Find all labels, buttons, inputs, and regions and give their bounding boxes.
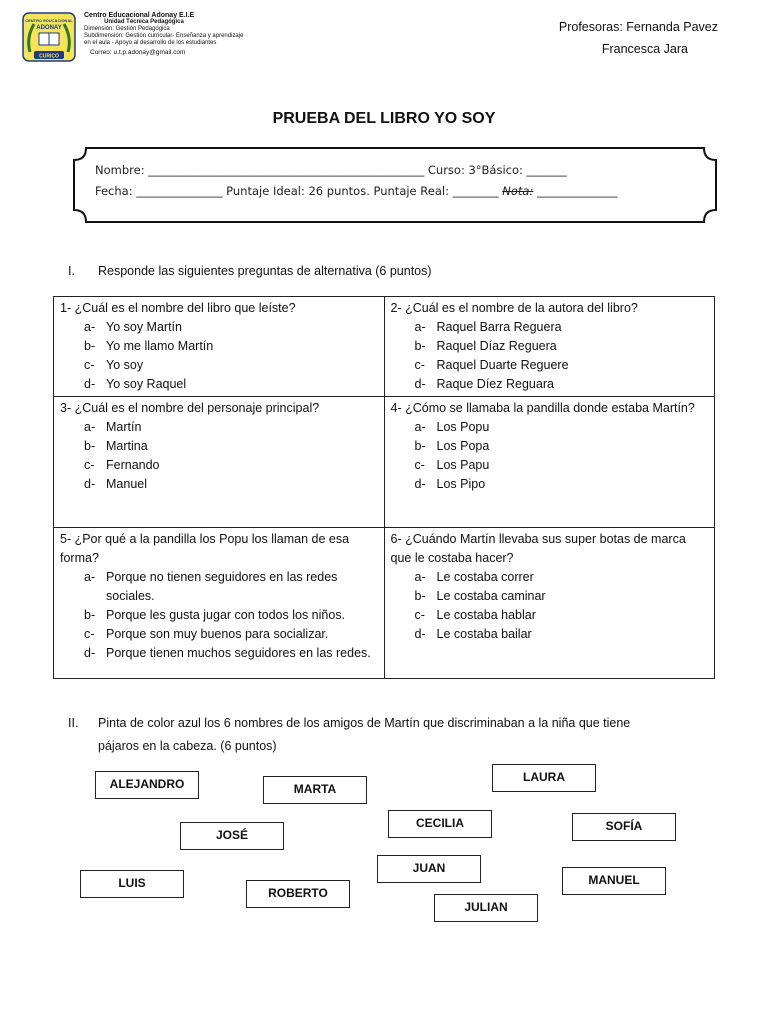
question-6-option-c[interactable] — [391, 606, 709, 625]
grade-blank[interactable]: ______________ — [533, 184, 618, 198]
question-6-text: 6- ¿Cuándo Martín llevaba sus super botas de marca que le costaba hacer? — [390, 532, 686, 565]
option-letter: a- — [84, 420, 96, 434]
grade-label: Nota: — [502, 184, 534, 198]
school-info — [84, 12, 244, 56]
question-6-option-a[interactable] — [391, 568, 709, 587]
question-3-option-c[interactable] — [60, 456, 378, 475]
question-2-option-d[interactable] — [391, 375, 709, 394]
name-box-laura[interactable]: LAURA — [492, 764, 596, 792]
question-2-text: 2- ¿Cuál es el nombre de la autora del libro? — [390, 301, 638, 315]
question-4-option-c[interactable] — [391, 456, 709, 475]
option-letter: d- — [84, 477, 96, 491]
name-box-sofia[interactable]: SOFÍA — [572, 813, 676, 841]
section-2-text-line-1: Pinta de color azul los 6 nombres de los amigos de Martín que discriminaban a la niña que tiene — [98, 716, 631, 730]
option-letter: b- — [414, 589, 426, 603]
option-text: Porque les gusta jugar con todos los niños. — [106, 608, 346, 622]
option-letter: a- — [414, 420, 426, 434]
school-subdimension: Subdimensión: Gestión curricular- Enseñanza y aprendizaje en el aula - Apoyo al desarrollo de los estudiantes — [84, 33, 244, 46]
option-letter: d- — [84, 377, 96, 391]
question-3-option-d[interactable] — [60, 475, 378, 494]
section-1-number: I. — [68, 264, 75, 278]
name-box-julian[interactable]: JULIAN — [434, 894, 538, 922]
question-6 — [384, 528, 715, 679]
teachers-line-1: Profesoras: Fernanda Pavez — [558, 20, 718, 34]
option-text: Yo soy Raquel — [106, 377, 187, 391]
option-text: Manuel — [106, 477, 147, 491]
question-4-option-d[interactable] — [391, 475, 709, 494]
question-3 — [54, 397, 385, 528]
logo-name-text: ADONAY — [36, 25, 62, 31]
school-logo — [22, 12, 76, 62]
question-1-option-b[interactable] — [60, 337, 378, 356]
option-text: Los Popa — [436, 439, 490, 453]
question-5-option-a[interactable] — [60, 568, 378, 606]
option-text: Le costaba bailar — [436, 627, 532, 641]
date-score-line[interactable] — [95, 184, 618, 198]
question-5-option-b[interactable] — [60, 606, 378, 625]
option-letter: c- — [84, 358, 95, 372]
option-text: Porque no tienen seguidores en las redes sociales. — [106, 570, 338, 603]
option-text: Martín — [106, 420, 142, 434]
option-letter: d- — [414, 377, 426, 391]
option-text: Yo soy Martín — [106, 320, 182, 334]
question-5-text: 5- ¿Por qué a la pandilla los Popu los llaman de esa forma? — [60, 532, 350, 565]
option-text: Le costaba hablar — [436, 608, 536, 622]
option-letter: b- — [84, 339, 96, 353]
option-text: Los Papu — [436, 458, 490, 472]
logo-city-text: CURICO — [39, 53, 59, 60]
option-text: Le costaba caminar — [436, 589, 546, 603]
section-2-text-line-2: pájaros en la cabeza. (6 puntos) — [98, 739, 277, 753]
option-letter: d- — [84, 646, 96, 660]
option-letter: a- — [84, 570, 96, 584]
option-letter: b- — [414, 339, 426, 353]
option-text: Porque son muy buenos para socializar. — [106, 627, 329, 641]
page-title: PRUEBA DEL LIBRO YO SOY — [272, 110, 496, 127]
question-1-text: 1- ¿Cuál es el nombre del libro que leíste? — [60, 301, 296, 315]
option-text: Raque Díez Reguara — [436, 377, 554, 391]
option-text: Le costaba correr — [436, 570, 534, 584]
question-3-text: 3- ¿Cuál es el nombre del personaje principal? — [60, 401, 320, 415]
logo-top-text: CENTRO EDUCACIONAL — [25, 18, 73, 23]
question-1 — [54, 297, 385, 397]
question-5-option-d[interactable] — [60, 644, 378, 663]
option-letter: d- — [414, 627, 426, 641]
question-4-option-a[interactable] — [391, 418, 709, 437]
question-2-option-b[interactable] — [391, 337, 709, 356]
option-text: Martina — [106, 439, 148, 453]
section-1-heading — [68, 264, 432, 278]
question-4 — [384, 397, 715, 528]
option-text: Yo me llamo Martín — [106, 339, 214, 353]
name-box-luis[interactable]: LUIS — [80, 870, 184, 898]
date-score-text: Fecha: _______________ Puntaje Ideal: 26 puntos. Puntaje Real: ________ — [95, 184, 503, 198]
section-2-heading — [68, 712, 630, 758]
question-5-option-c[interactable] — [60, 625, 378, 644]
option-letter: c- — [414, 458, 425, 472]
question-1-option-a[interactable] — [60, 318, 378, 337]
student-name-course-line[interactable]: Nombre: ________________________________________________ Curso: 3°Básico: _______ — [95, 163, 567, 177]
question-6-option-b[interactable] — [391, 587, 709, 606]
name-box-alejandro[interactable]: ALEJANDRO — [95, 771, 199, 799]
option-letter: b- — [414, 439, 426, 453]
questions-table — [53, 296, 715, 679]
option-letter: b- — [84, 608, 96, 622]
option-letter: b- — [84, 439, 96, 453]
option-text: Raquel Díaz Reguera — [436, 339, 557, 353]
teachers — [559, 16, 718, 60]
section-1-text: Responde las siguientes preguntas de alternativa (6 puntos) — [98, 264, 432, 278]
option-letter: c- — [414, 358, 425, 372]
name-box-juan[interactable]: JUAN — [377, 855, 481, 883]
school-name: Centro Educacional Adonay E.I.E — [84, 12, 195, 19]
question-2-option-c[interactable] — [391, 356, 709, 375]
question-1-option-d[interactable] — [60, 375, 378, 394]
option-text: Yo soy — [106, 358, 144, 372]
option-text: Raquel Duarte Reguere — [436, 358, 569, 372]
name-box-manuel[interactable]: MANUEL — [562, 867, 666, 895]
option-text: Los Popu — [436, 420, 490, 434]
school-dimension: Dimensión: Gestión Pedagógica — [84, 26, 170, 32]
question-3-option-b[interactable] — [60, 437, 378, 456]
question-2-option-a[interactable] — [391, 318, 709, 337]
school-unit: Unidad Técnica Pedagógica — [104, 19, 184, 25]
question-4-option-b[interactable] — [391, 437, 709, 456]
option-letter: a- — [414, 320, 426, 334]
option-text: Los Pipo — [436, 477, 486, 491]
question-3-option-a[interactable] — [60, 418, 378, 437]
option-text: Raquel Barra Reguera — [436, 320, 562, 334]
name-box-roberto[interactable]: ROBERTO — [246, 880, 350, 908]
teachers-line-2: Francesca Jara — [601, 42, 688, 56]
section-2-number: II. — [68, 716, 79, 730]
name-box-cecilia[interactable]: CECILIA — [388, 810, 492, 838]
question-2 — [384, 297, 715, 397]
question-6-option-d[interactable] — [391, 625, 709, 644]
option-letter: d- — [414, 477, 426, 491]
name-box-marta[interactable]: MARTA — [263, 776, 367, 804]
option-letter: c- — [84, 458, 95, 472]
school-email: Correo: u.t.p.adonay@gmail.com — [90, 49, 186, 56]
option-letter: c- — [84, 627, 95, 641]
option-text: Fernando — [106, 458, 160, 472]
option-letter: a- — [84, 320, 96, 334]
question-1-option-c[interactable] — [60, 356, 378, 375]
option-letter: a- — [414, 570, 426, 584]
question-4-text: 4- ¿Cómo se llamaba la pandilla donde estaba Martín? — [390, 401, 695, 415]
name-box-jose[interactable]: JOSÉ — [180, 822, 284, 850]
option-letter: c- — [414, 608, 425, 622]
question-5 — [54, 528, 385, 679]
option-text: Porque tienen muchos seguidores en las redes. — [106, 646, 371, 660]
